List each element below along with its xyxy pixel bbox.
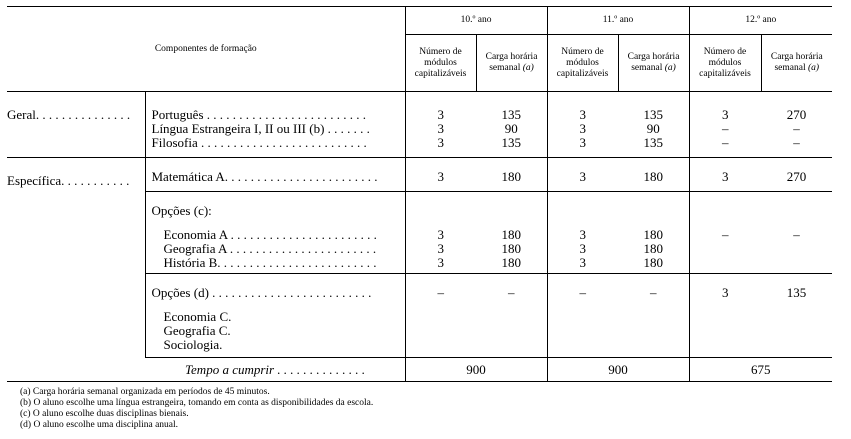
footnote: (b) O aluno escolhe uma língua estrangeira, tomando em conta as disponibilidades da escola. <box>20 398 374 408</box>
modules-header: Número de módulos capitalizáveis <box>547 35 618 92</box>
y12-modules: – <box>689 192 761 274</box>
footnote: (a) Carga horária semanal organizada em períodos de 45 minutos. <box>20 387 270 397</box>
modules-header: Número de módulos capitalizáveis <box>405 35 476 92</box>
y10-modules: 3 3 3 <box>405 192 476 274</box>
y10-hours: – <box>476 274 547 358</box>
curriculum-table <box>7 6 832 382</box>
category-geral: Geral. . . . . . . . . . . . . . . <box>7 92 145 158</box>
year-11-header: 11.º ano <box>547 7 689 35</box>
total-y12: 675 <box>689 358 832 382</box>
y10-hours: 135 90 135 <box>476 92 547 158</box>
opcoes-d-label: Opções (d) . . . . . . . . . . . . . . . . . . . . . . . . . <box>151 286 372 300</box>
opcoes-c-subjects: Opções (c): Economia A . . . . . . . . . . . . . . . . . . . . . . . Geografia A . . . . . . . . . . . . . . . . . . . . . . . História B. . . . . . . . . . . . . . . . . . . . . . . . . <box>145 192 405 274</box>
footnote: (d) O aluno escolhe uma disciplina anual. <box>20 420 179 430</box>
y11-modules: 3 3 3 <box>547 92 618 158</box>
footnote: (c) O aluno escolhe duas disciplinas bienais. <box>20 409 189 419</box>
total-spacer <box>7 358 145 382</box>
hours-header: Carga horária semanal (a) <box>618 35 689 92</box>
hours-header: Carga horária semanal (a) <box>761 35 832 92</box>
modules-header: Número de módulos capitalizáveis <box>689 35 761 92</box>
opcoes-d-subjects: Opções (d) . . . . . . . . . . . . . . . . . . . . . . . . . Economia C. Geografia C. Sociologia. <box>145 274 405 358</box>
y11-hours: 180 <box>618 158 689 192</box>
components-header: Componentes de formação <box>7 7 405 92</box>
y10-hours: 180 <box>476 158 547 192</box>
y12-hours: 270 – – <box>761 92 832 158</box>
total-y10: 900 <box>405 358 547 382</box>
y12-modules: 3 <box>689 274 761 358</box>
opcoes-c-label: Opções (c): <box>151 203 212 218</box>
subject-matematica: Matemática A. . . . . . . . . . . . . . . . . . . . . . . . <box>145 158 405 192</box>
year-12-header: 12.º ano <box>689 7 832 35</box>
year-header-row <box>7 7 832 35</box>
total-y11: 900 <box>547 358 689 382</box>
especifica-row <box>7 158 832 192</box>
y10-modules: 3 3 3 <box>405 92 476 158</box>
y12-modules: 3 <box>689 158 761 192</box>
y10-modules: – <box>405 274 476 358</box>
total-row <box>7 358 832 382</box>
y11-hours: 180 180 180 <box>618 192 689 274</box>
geral-row <box>7 92 832 158</box>
y11-modules: 3 <box>547 158 618 192</box>
y11-modules: 3 3 3 <box>547 192 618 274</box>
footnotes <box>20 387 373 431</box>
category-especifica: Específica. . . . . . . . . . . <box>7 174 130 188</box>
hours-header: Carga horária semanal (a) <box>476 35 547 92</box>
y11-hours: – <box>618 274 689 358</box>
geral-subjects: Português . . . . . . . . . . . . . . . . . . . . . . . . . Língua Estrangeira I, II ou III (b) . . . . . . . Filosofia . . . . . . . . . . . . . . . . . . . . . . . . . . <box>145 92 405 158</box>
year-10-header: 10.º ano <box>405 7 547 35</box>
y11-modules: – <box>547 274 618 358</box>
y12-hours: – <box>761 192 832 274</box>
y11-hours: 135 90 135 <box>618 92 689 158</box>
y10-hours: 180 180 180 <box>476 192 547 274</box>
y10-modules: 3 <box>405 158 476 192</box>
y12-modules: 3 – – <box>689 92 761 158</box>
y12-hours: 135 <box>761 274 832 358</box>
y12-hours: 270 <box>761 158 832 192</box>
total-label: Tempo a cumprir . . . . . . . . . . . . . . <box>145 358 405 382</box>
